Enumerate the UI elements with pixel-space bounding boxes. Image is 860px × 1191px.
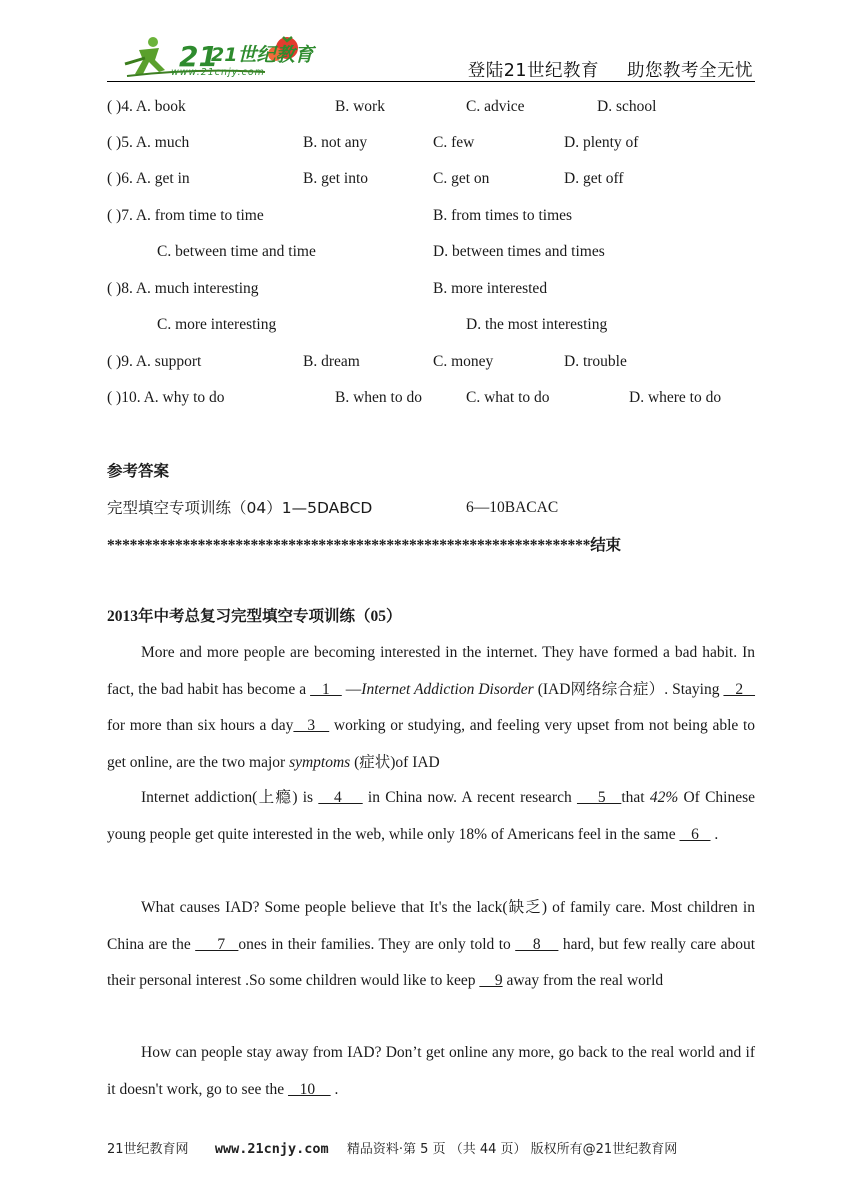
passage-text: — bbox=[341, 680, 362, 698]
question-label: ( )7. A. from time to time bbox=[107, 207, 264, 224]
passage-text: hard, but few really care about their personal interest .So some children would like to keep bbox=[107, 935, 756, 989]
logo-url-text: www.21cnjy.com bbox=[171, 67, 265, 78]
question-label: ( )8. A. much interesting bbox=[107, 280, 259, 297]
svg-text:21: 21 bbox=[179, 40, 218, 73]
end-label: 结束 bbox=[590, 536, 621, 554]
option-b: B. from times to times bbox=[433, 207, 573, 224]
answers-rest: 6—10BACAC bbox=[466, 499, 559, 516]
answers-label: 完型填空专项训练（04）1—5DABCD bbox=[107, 499, 373, 517]
answers-line bbox=[107, 498, 372, 519]
passage-text: in China now. A recent research bbox=[362, 789, 577, 806]
end-marker bbox=[107, 535, 621, 556]
blank-7[interactable]: 7 bbox=[195, 935, 239, 953]
page-footer bbox=[107, 1138, 677, 1157]
option-b: B. dream bbox=[303, 353, 360, 370]
blank-2[interactable]: 2 bbox=[723, 680, 756, 698]
option-b: B. when to do bbox=[335, 389, 422, 406]
option-c: C. more interesting bbox=[157, 316, 277, 333]
passage-paragraph-3 bbox=[107, 890, 755, 1000]
passage-text: More and more people are becoming interested in the internet. They have formed a bad habit. In fact, the bad habit has become a bbox=[107, 644, 755, 698]
page-header bbox=[107, 32, 755, 84]
passage-text: . bbox=[710, 825, 719, 843]
passage-text: working or studying, and feeling very upset from not being able to get online, are the two major bbox=[107, 717, 756, 771]
blank-8[interactable]: 8 bbox=[515, 935, 559, 953]
option-d: D. trouble bbox=[564, 353, 627, 370]
tagline-right: 助您教考全无忧 bbox=[627, 61, 753, 81]
passage-paragraph-2 bbox=[107, 780, 755, 853]
star-divider: **************************************************************** bbox=[107, 537, 591, 554]
blank-5[interactable]: 5 bbox=[576, 789, 622, 806]
option-d: D. where to do bbox=[629, 389, 722, 406]
passage-text: (症状)of IAD bbox=[350, 753, 440, 771]
header-divider bbox=[107, 81, 755, 82]
passage-paragraph-1 bbox=[107, 635, 755, 781]
passage-text: . bbox=[330, 1080, 339, 1098]
option-b: B. more interested bbox=[433, 280, 548, 297]
passage-text: ones in their families. They are only told to bbox=[238, 935, 516, 953]
section-title: 2013年中考总复习完型填空专项训练（05） bbox=[107, 608, 402, 625]
passage-text: Of Chinese young people get quite interested in the web, while only 18% of Americans feel in the same bbox=[107, 789, 756, 843]
question-label: ( )9. A. support bbox=[107, 353, 202, 370]
passage-text: for more than six hours a day bbox=[107, 717, 294, 734]
option-c: C. get on bbox=[433, 170, 490, 187]
footer-url[interactable]: www.21cnjy.com bbox=[214, 1141, 329, 1157]
passage-italic: Internet Addiction Disorder bbox=[361, 680, 534, 698]
blank-10[interactable]: 10 bbox=[288, 1080, 331, 1098]
passage-text: How can people stay away from IAD? Don’t get online any more, go back to the real world and if it doesn't work, go to see the bbox=[107, 1044, 755, 1098]
passage-text: What causes IAD? Some people believe that It's the lack(缺乏) of family care. Most children in China are the bbox=[107, 899, 755, 953]
option-d: D. get off bbox=[564, 170, 624, 187]
option-c: C. between time and time bbox=[157, 243, 316, 260]
footer-page-info: 精品资料·第 5 页 （共 44 页） 版权所有@21世纪教育网 bbox=[346, 1142, 678, 1157]
blank-9[interactable]: 9 bbox=[479, 972, 503, 989]
passage-text: (IAD网络综合症）. Staying bbox=[533, 680, 724, 698]
blank-6[interactable]: 6 bbox=[679, 825, 711, 843]
blank-4[interactable]: 4 bbox=[318, 789, 363, 806]
footer-site: 21世纪教育网 bbox=[107, 1142, 189, 1157]
header-tagline bbox=[468, 57, 753, 82]
question-label: ( )10. A. why to do bbox=[107, 389, 225, 406]
option-b: B. get into bbox=[303, 170, 369, 187]
passage-italic: symptoms bbox=[289, 753, 351, 771]
option-b: B. not any bbox=[303, 134, 368, 151]
option-d: D. school bbox=[597, 98, 657, 115]
passage-text: Internet addiction(上瘾) is bbox=[141, 789, 319, 806]
blank-1[interactable]: 1 bbox=[310, 680, 342, 698]
passage-text: that bbox=[621, 789, 650, 806]
option-c: C. few bbox=[433, 134, 475, 151]
option-d: D. plenty of bbox=[564, 134, 639, 151]
passage-paragraph-4 bbox=[107, 1035, 755, 1108]
tagline-left: 登陆21世纪教育 bbox=[467, 61, 599, 81]
option-c: C. money bbox=[433, 353, 494, 370]
option-b: B. work bbox=[335, 98, 385, 115]
answers-heading: 参考答案 bbox=[107, 462, 170, 480]
passage-italic: 42% bbox=[649, 789, 679, 806]
option-c: C. advice bbox=[466, 98, 525, 115]
passage-text: away from the real world bbox=[502, 972, 664, 989]
option-d: D. the most interesting bbox=[466, 316, 608, 333]
logo-text: 21世纪教育 bbox=[211, 44, 314, 66]
question-label: ( )4. A. book bbox=[107, 98, 186, 115]
option-c: C. what to do bbox=[466, 389, 550, 406]
option-d: D. between times and times bbox=[433, 243, 605, 260]
blank-3[interactable]: 3 bbox=[293, 717, 330, 734]
question-label: ( )5. A. much bbox=[107, 134, 190, 151]
question-label: ( )6. A. get in bbox=[107, 170, 190, 187]
